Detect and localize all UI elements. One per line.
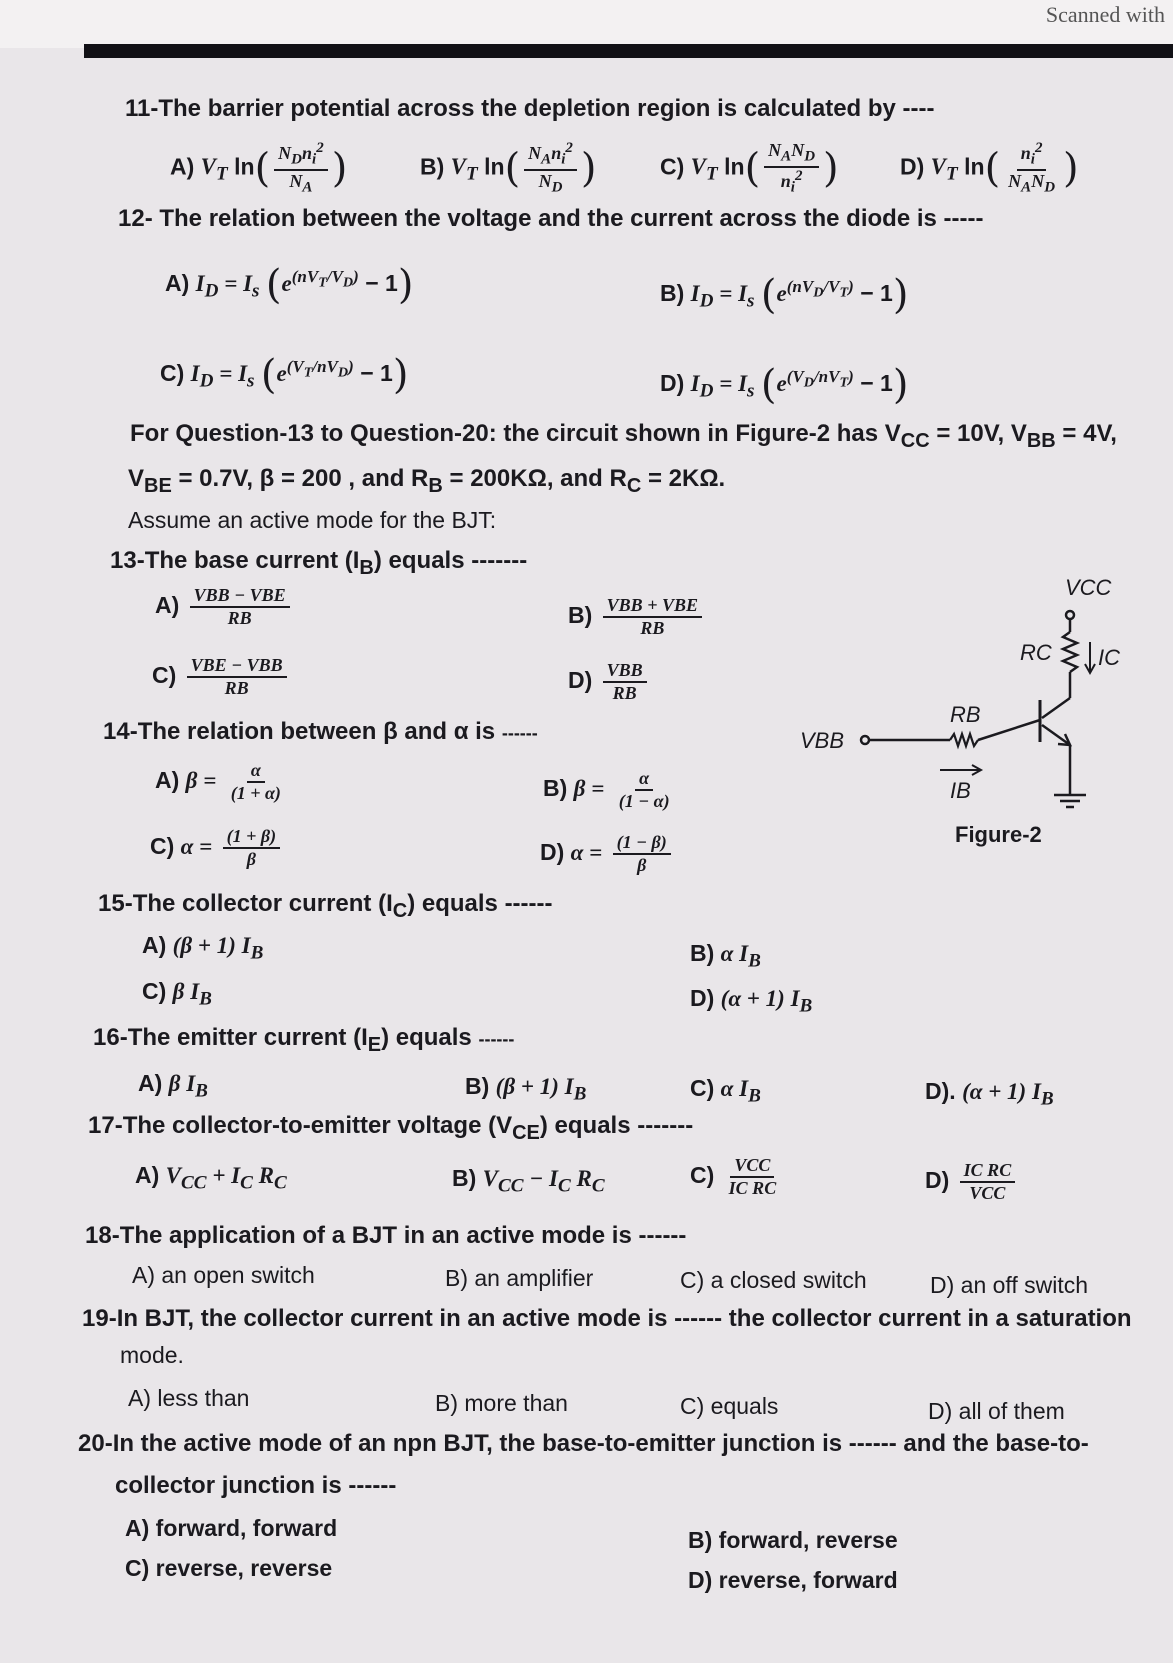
q14-stem: 14-The relation between β and α is ------ [103, 718, 538, 745]
q12-option-c: C) $I_D = I_s$ $(e^{(V_T/nV_D)} - 1)$ [160, 352, 409, 398]
q19-option-a: A) less than [128, 1385, 250, 1411]
q20-stem: 20-In the active mode of an npn BJT, the base-to-emitter junction is ------ and the base-to- [78, 1430, 1089, 1457]
q12-option-b: B) $I_D = I_s$ $(e^{(nV_D/V_T)} - 1)$ [660, 272, 909, 318]
q16-option-c: C) α $I_B$ [690, 1075, 761, 1107]
q20-option-c: C) reverse, reverse [125, 1555, 333, 1581]
q14-option-a: A) β = $\frac{\alpha}{(1 + \alpha)}$ [155, 760, 281, 803]
rc-resistor [1063, 632, 1077, 672]
q12-option-d: D) $I_D = I_s$ $(e^{(V_D/nV_T)} - 1)$ [660, 362, 909, 408]
intro-line-2: $V_{BE} = 0.7V$, β = 200 , and $R_B = 200K\Omega$, and $R_C = 2K\Omega$. [128, 465, 726, 497]
ic-label: IC [1098, 645, 1120, 670]
q19-stem-continued: mode. [120, 1342, 184, 1368]
q16-stem: 16-The emitter current $(I_E)$ equals ------ [93, 1024, 515, 1056]
rb-resistor [950, 734, 978, 746]
bjt-circuit-drawing [800, 560, 1140, 900]
base-wire [978, 720, 1040, 740]
q17-stem: 17-The collector-to-emitter voltage $(V_{CE})$ equals ------- [88, 1112, 694, 1144]
q19-stem: 19-In BJT, the collector current in an active mode is ------ the collector current in a saturation [82, 1305, 1132, 1332]
q12-option-a: A) $I_D = I_s$ $(e^{(nV_T/V_D)} - 1)$ [165, 262, 414, 308]
figure-2-circuit [800, 560, 1140, 900]
rc-label: RC [1020, 640, 1052, 665]
q16-option-b: B) (β + 1) $I_B$ [465, 1073, 587, 1105]
q17-option-b: B) $V_{CC} - I_C$ $R_C$ [452, 1165, 605, 1197]
q14-option-d: D) α = $\frac{(1 - \beta)}{\beta}$ [540, 832, 675, 875]
vbb-label: VBB [800, 728, 845, 753]
q20-option-d: D) reverse, forward [688, 1567, 898, 1593]
q20-stem-continued: collector junction is ------ [115, 1472, 397, 1499]
q15-option-b: B) α $I_B$ [690, 940, 761, 972]
q14-option-b: B) β = $\frac{\alpha}{(1 - \alpha)}$ [543, 768, 670, 811]
q19-option-c: C) equals [680, 1393, 779, 1419]
q18-option-a: A) an open switch [132, 1262, 315, 1288]
q18-option-b: B) an amplifier [445, 1265, 594, 1291]
q18-stem: 18-The application of a BJT in an active mode is ------ [85, 1222, 687, 1249]
q15-option-c: C) β $I_B$ [142, 978, 212, 1010]
q17-option-c: C) $\frac{\text{VCC}}{\text{IC RC}}$ [690, 1155, 777, 1198]
q13-stem: 13-The base current $(I_B)$ equals ------- [110, 547, 528, 579]
q11-option-d: D) $V_T$ ln( $\frac{n_i^2}{N_AN_D}$ ) [900, 140, 1079, 196]
vbb-terminal [861, 736, 869, 744]
q15-stem: 15-The collector current $(I_C)$ equals ------ [98, 890, 553, 922]
q16-option-a: A) β $I_B$ [138, 1070, 208, 1102]
figure-caption: Figure-2 [955, 822, 1042, 847]
q19-option-b: B) more than [435, 1390, 568, 1416]
collector-lead [1042, 698, 1070, 718]
scanned-with-watermark: Scanned with [1045, 2, 1165, 27]
q18-option-d: D) an off switch [930, 1272, 1089, 1298]
q15-option-a: A) (β + 1) $I_B$ [142, 932, 264, 964]
q13-option-a: A) $\frac{\text{VBB − VBE}}{RB}$ [155, 585, 294, 628]
q20-option-a: A) forward, forward [125, 1515, 338, 1541]
q12-stem: 12- The relation between the voltage and the current across the diode is ----- [118, 205, 984, 232]
q11-option-b: B) $V_T$ ln( $\frac{N_An_i^2}{N_D}$ ) [420, 140, 597, 196]
q16-option-d: D). (α + 1) $I_B$ [925, 1078, 1054, 1110]
intro-line-3: Assume an active mode for the BJT: [128, 507, 497, 533]
q11-option-c: C) $V_T$ ln( $\frac{N_AN_D}{n_i^2}$ ) [660, 140, 839, 196]
page-top-rule [84, 44, 1173, 58]
vcc-terminal [1066, 611, 1074, 619]
q20-option-b: B) forward, reverse [688, 1527, 898, 1553]
ib-label: IB [950, 778, 971, 803]
q13-option-c: C) $\frac{\text{VBE − VBB}}{RB}$ [152, 655, 291, 698]
q17-option-a: A) $V_{CC} + I_C$ $R_C$ [135, 1162, 287, 1194]
q18-option-c: C) a closed switch [680, 1267, 867, 1293]
q13-option-d: D) $\frac{\text{VBB}}{RB}$ [568, 660, 651, 703]
q11-option-a: A) $V_T$ ln( $\frac{N_Dn_i^2}{N_A}$ ) [170, 140, 348, 196]
intro-line-1: For Question-13 to Question-20: the circuit shown in Figure-2 has $V_{CC} = 10V$, $V_{BB} = 4V$, [130, 420, 1117, 452]
q17-option-d: D) $\frac{\text{IC RC}}{\text{VCC}}$ [925, 1160, 1019, 1203]
q11-stem: 11-The barrier potential across the depletion region is calculated by ---- [125, 95, 935, 122]
scan-header-band [0, 0, 1173, 48]
vcc-label: VCC [1065, 575, 1112, 600]
q13-option-b: B) $\frac{\text{VBB + VBE}}{RB}$ [568, 595, 706, 638]
q15-option-d: D) (α + 1) $I_B$ [690, 985, 813, 1017]
rb-label: RB [950, 702, 981, 727]
q14-option-c: C) α = $\frac{(1 + \beta)}{\beta}$ [150, 826, 284, 869]
q19-option-d: D) all of them [928, 1398, 1065, 1424]
